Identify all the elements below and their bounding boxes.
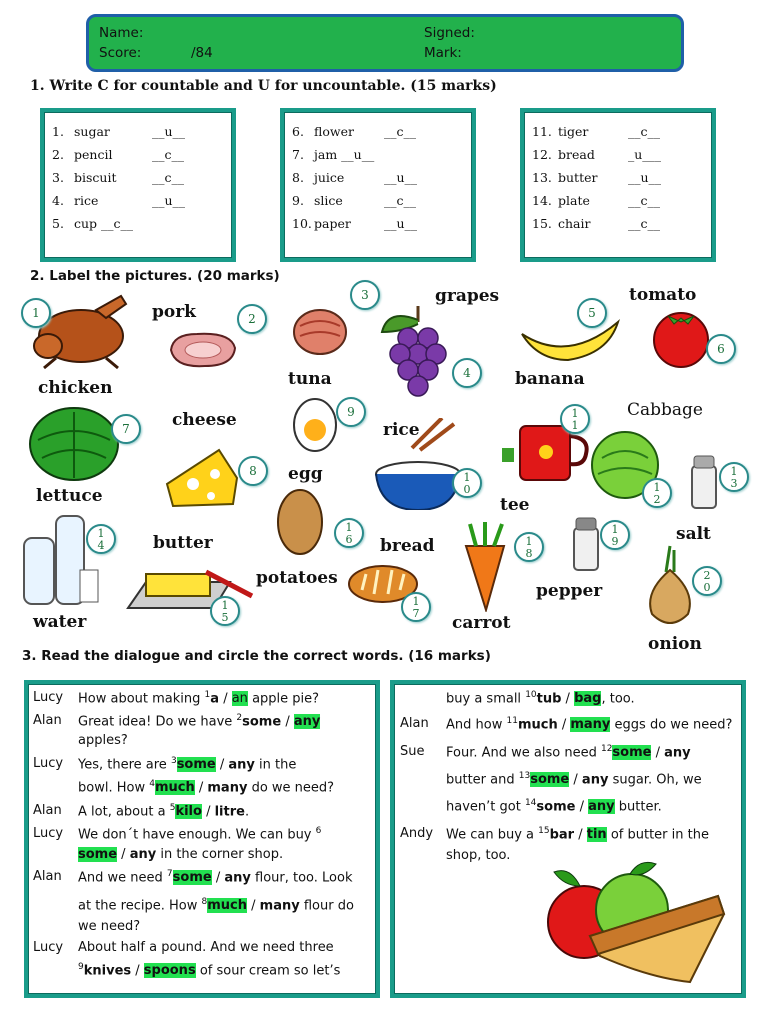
item-answer: __c__ bbox=[152, 147, 185, 162]
number-bubble: 2 bbox=[237, 304, 267, 334]
label-butter: butter bbox=[153, 533, 213, 553]
option-b-highlighted[interactable]: an bbox=[231, 691, 248, 707]
item-number: 6. bbox=[292, 124, 304, 139]
bubble-digit: 9 bbox=[611, 535, 619, 548]
label-cheese: cheese bbox=[172, 410, 237, 430]
dialogue-text: Great idea! Do we have bbox=[78, 714, 233, 730]
dialogue-line bbox=[78, 897, 354, 913]
question-number: 3 bbox=[170, 756, 177, 766]
option-separator: / bbox=[561, 691, 575, 707]
item-answer: __u__ bbox=[628, 170, 662, 185]
list-item bbox=[52, 189, 232, 212]
item-number: 13. bbox=[532, 170, 552, 185]
bubble-digit: 1 bbox=[611, 523, 619, 536]
item-answer: _u___ bbox=[628, 147, 662, 162]
option-a-highlighted[interactable]: some bbox=[176, 757, 216, 773]
label-grapes: grapes bbox=[435, 286, 500, 306]
number-bubble bbox=[692, 566, 722, 596]
option-a-highlighted[interactable]: kilo bbox=[175, 804, 202, 820]
score-total: /84 bbox=[191, 45, 213, 61]
label-water: water bbox=[33, 612, 87, 632]
option-b-highlighted[interactable]: spoons bbox=[143, 963, 196, 979]
dialogue-line bbox=[446, 744, 691, 760]
option-a-highlighted[interactable]: much bbox=[154, 780, 195, 796]
option-a-highlighted[interactable]: some bbox=[612, 745, 652, 761]
item-answer: __u__ bbox=[384, 170, 418, 185]
item-answer: __c__ bbox=[628, 216, 661, 231]
label-tuna: tuna bbox=[288, 369, 332, 389]
bubble-digit: 6 bbox=[345, 533, 353, 546]
item-answer: __c__ bbox=[628, 124, 661, 139]
dialogue-text: Four. And we also need bbox=[446, 745, 597, 761]
option-b[interactable]: any bbox=[224, 870, 251, 886]
dialogue-text: in the bbox=[254, 757, 297, 773]
question-number: 14 bbox=[524, 798, 537, 808]
number-bubble: 4 bbox=[452, 358, 482, 388]
option-b-highlighted[interactable]: many bbox=[570, 717, 611, 733]
label-potatoes: potatoes bbox=[256, 568, 338, 588]
option-b-highlighted[interactable]: bag bbox=[574, 691, 602, 707]
option-b-highlighted[interactable]: any bbox=[588, 799, 615, 815]
list-item bbox=[52, 143, 232, 166]
item-number: 1. bbox=[52, 124, 64, 139]
bubble-digit: 1 bbox=[571, 419, 579, 432]
option-b[interactable]: litre bbox=[214, 804, 245, 820]
option-a[interactable]: tub bbox=[536, 691, 562, 707]
countable-box-1 bbox=[40, 108, 236, 262]
dialogue-text: of sour cream so let’s bbox=[195, 963, 341, 979]
question-number: 8 bbox=[201, 897, 208, 907]
section2-title: 2. Label the pictures. (20 marks) bbox=[30, 268, 280, 284]
pork-picture bbox=[165, 328, 241, 372]
number-bubble: 3 bbox=[350, 280, 380, 310]
question-number: 11 bbox=[506, 716, 518, 726]
potatoes-picture bbox=[274, 486, 326, 558]
dialogue-line bbox=[78, 690, 319, 706]
dialogue-text: flour, too. Look bbox=[250, 870, 353, 886]
option-a[interactable]: some bbox=[242, 714, 282, 730]
dialogue-text: A lot, about a bbox=[78, 804, 166, 820]
bubble-digit: 8 bbox=[525, 547, 533, 560]
dialogue-text: bowl. How bbox=[78, 780, 146, 796]
option-a[interactable]: bar bbox=[549, 827, 575, 843]
item-word: biscuit bbox=[74, 170, 117, 185]
dialogue-text: sugar. Oh, we bbox=[608, 772, 702, 788]
option-b[interactable]: any bbox=[228, 757, 255, 773]
speaker-name: Lucy bbox=[33, 690, 64, 705]
bubble-digit: 7 bbox=[412, 607, 420, 620]
option-separator: / bbox=[281, 714, 294, 730]
list-item bbox=[292, 143, 472, 166]
option-b[interactable]: any bbox=[664, 745, 691, 761]
tomato-picture bbox=[648, 306, 714, 368]
list-item bbox=[292, 212, 472, 235]
dialogue-line bbox=[78, 756, 296, 772]
bubble-digit: 5 bbox=[221, 611, 229, 624]
dialogue-line bbox=[78, 869, 353, 885]
bubble-digit: 0 bbox=[703, 581, 711, 594]
item-answer: __u__ bbox=[384, 216, 418, 231]
option-a[interactable]: some bbox=[536, 799, 576, 815]
countable-box-3 bbox=[520, 108, 716, 262]
item-word: pencil bbox=[74, 147, 113, 162]
label-egg: egg bbox=[288, 464, 323, 484]
option-b[interactable]: any bbox=[129, 847, 157, 862]
option-b-highlighted[interactable]: tin bbox=[586, 827, 607, 843]
item-word: sugar bbox=[74, 124, 110, 139]
speaker-name: Lucy bbox=[33, 826, 64, 841]
dialogue-text: , too. bbox=[601, 691, 635, 707]
lettuce-picture bbox=[26, 402, 122, 484]
question-number: 2 bbox=[236, 713, 243, 723]
label-banana: banana bbox=[515, 369, 585, 389]
question-number: 7 bbox=[166, 869, 173, 879]
student-info-header bbox=[86, 14, 684, 72]
item-number: 10. bbox=[292, 216, 312, 231]
bubble-digit: 3 bbox=[730, 477, 738, 490]
salt-picture bbox=[686, 452, 722, 510]
dialogue-line bbox=[446, 826, 709, 842]
item-number: 15. bbox=[532, 216, 552, 231]
grapes-picture bbox=[378, 302, 458, 404]
dialogue-text: eggs do we need? bbox=[610, 717, 733, 733]
list-item bbox=[52, 166, 232, 189]
item-number: 4. bbox=[52, 193, 64, 208]
dialogue-line bbox=[78, 803, 249, 819]
bubble-digit: 2 bbox=[703, 569, 711, 582]
dialogue-text: in the corner shop. bbox=[156, 847, 284, 862]
option-separator: / bbox=[131, 963, 144, 979]
number-bubble bbox=[642, 478, 672, 508]
option-separator: / bbox=[557, 717, 571, 733]
banana-picture bbox=[518, 314, 622, 366]
label-pork: pork bbox=[152, 302, 196, 322]
label-chicken: chicken bbox=[38, 378, 113, 398]
dialogue-line bbox=[446, 690, 635, 706]
number-bubble bbox=[334, 518, 364, 548]
number-bubble bbox=[600, 520, 630, 550]
bubble-digit: 1 bbox=[97, 527, 105, 540]
dialogue-line bbox=[446, 771, 702, 787]
bubble-digit: 1 bbox=[730, 465, 738, 478]
dialogue-line bbox=[78, 713, 320, 729]
bubble-digit: 1 bbox=[412, 595, 420, 608]
option-a[interactable]: much bbox=[517, 717, 558, 733]
list-item bbox=[532, 166, 712, 189]
dialogue-text: haven’t got bbox=[446, 799, 521, 815]
item-word: plate bbox=[558, 193, 590, 208]
question-number: 6 bbox=[315, 826, 322, 836]
countable-box-2 bbox=[280, 108, 476, 262]
list-item bbox=[292, 120, 472, 143]
pepper-picture bbox=[568, 514, 604, 572]
option-a-highlighted[interactable]: much bbox=[207, 898, 247, 914]
dialogue-text: at the recipe. How bbox=[78, 898, 198, 914]
option-a[interactable]: a bbox=[210, 691, 220, 707]
speaker-name: Lucy bbox=[33, 940, 64, 955]
dialogue-line: shop, too. bbox=[446, 848, 511, 863]
dialogue-text: do we need? bbox=[247, 780, 335, 796]
item-word: paper bbox=[314, 216, 351, 231]
list-item bbox=[52, 120, 232, 143]
question-number: 13 bbox=[518, 771, 531, 781]
item-number: 5. bbox=[52, 216, 64, 231]
dialogue-line bbox=[446, 798, 662, 814]
option-separator: / bbox=[201, 804, 215, 820]
dialogue-text: flour do bbox=[299, 898, 354, 914]
item-number: 12. bbox=[532, 147, 552, 162]
label-rice: rice bbox=[383, 420, 420, 440]
bubble-digit: 1 bbox=[525, 535, 533, 548]
section1-title: 1. Write C for countable and U for uncountable. (15 marks) bbox=[30, 78, 497, 94]
label-onion: onion bbox=[648, 634, 702, 654]
dialogue-line bbox=[78, 962, 340, 978]
item-answer: __c__ bbox=[628, 193, 661, 208]
list-item bbox=[532, 189, 712, 212]
speaker-name: Lucy bbox=[33, 756, 64, 771]
list-item bbox=[532, 212, 712, 235]
onion-picture bbox=[640, 542, 700, 628]
option-a-highlighted[interactable]: some bbox=[172, 870, 212, 886]
speaker-name: Andy bbox=[400, 826, 434, 841]
option-separator: / bbox=[575, 799, 589, 815]
option-b[interactable]: many bbox=[207, 780, 248, 796]
number-bubble: 1 bbox=[21, 298, 51, 328]
egg-picture bbox=[290, 396, 340, 454]
dialogue-text: butter. bbox=[614, 799, 662, 815]
bubble-digit: 1 bbox=[221, 599, 229, 612]
item-answer: __c__ bbox=[384, 124, 417, 139]
dialogue-line: apples? bbox=[78, 733, 128, 748]
option-separator: / bbox=[211, 870, 225, 886]
dialogue-line bbox=[78, 779, 334, 795]
question-number: 15 bbox=[538, 826, 550, 836]
dialogue-text: of butter in the bbox=[606, 827, 709, 843]
question-number: 12 bbox=[600, 744, 613, 754]
option-b[interactable]: any bbox=[581, 772, 609, 788]
item-word: chair bbox=[558, 216, 591, 231]
apple-pie-picture bbox=[540, 856, 730, 990]
option-a-highlighted[interactable]: some bbox=[78, 847, 118, 862]
label-salt: salt bbox=[676, 524, 711, 544]
bubble-digit: 1 bbox=[345, 521, 353, 534]
number-bubble bbox=[210, 596, 240, 626]
dialogue-text: apple pie? bbox=[247, 691, 320, 707]
dialogue-text: buy a small bbox=[446, 691, 522, 707]
number-bubble bbox=[719, 462, 749, 492]
number-bubble bbox=[401, 592, 431, 622]
item-word: butter bbox=[558, 170, 598, 185]
option-a-highlighted[interactable]: some bbox=[530, 772, 570, 788]
label-tee: tee bbox=[500, 495, 530, 515]
item-word: jam __u__ bbox=[314, 147, 375, 162]
question-number: 10 bbox=[525, 690, 537, 700]
number-bubble bbox=[86, 524, 116, 554]
name-label: Name: bbox=[99, 25, 144, 41]
cheese-picture bbox=[163, 444, 241, 512]
section3-title: 3. Read the dialogue and circle the correct words. (16 marks) bbox=[22, 648, 491, 664]
item-number: 2. bbox=[52, 147, 64, 162]
option-separator: / bbox=[117, 847, 130, 862]
label-carrot: carrot bbox=[452, 613, 511, 633]
dialogue-line: we need? bbox=[78, 919, 141, 934]
dialogue-text: butter and bbox=[446, 772, 515, 788]
label-pepper: pepper bbox=[536, 581, 603, 601]
item-word: cup __c__ bbox=[74, 216, 134, 231]
number-bubble: 7 bbox=[111, 414, 141, 444]
bubble-digit: 2 bbox=[653, 493, 661, 506]
option-separator: / bbox=[574, 827, 587, 843]
dialogue-text: We don´t have enough. We can buy bbox=[78, 827, 312, 843]
list-item bbox=[292, 189, 472, 212]
water-picture bbox=[22, 510, 102, 606]
option-b-highlighted[interactable]: any bbox=[293, 714, 321, 730]
number-bubble bbox=[514, 532, 544, 562]
item-word: rice bbox=[74, 193, 99, 208]
question-number: 4 bbox=[149, 779, 155, 789]
dialogue-text: . bbox=[244, 804, 250, 820]
list-item bbox=[532, 120, 712, 143]
item-word: juice bbox=[314, 170, 345, 185]
speaker-name: Alan bbox=[33, 713, 62, 728]
option-separator: / bbox=[651, 745, 665, 761]
option-a[interactable]: knives bbox=[83, 963, 132, 979]
score-label: Score: bbox=[99, 45, 142, 61]
label-lettuce: lettuce bbox=[36, 486, 103, 506]
dialogue-line: About half a pound. And we need three bbox=[78, 940, 334, 955]
item-answer: __c__ bbox=[384, 193, 417, 208]
question-number: 1 bbox=[204, 690, 211, 700]
number-bubble bbox=[452, 468, 482, 498]
speaker-name: Alan bbox=[33, 869, 62, 884]
item-word: flower bbox=[314, 124, 354, 139]
option-separator: / bbox=[215, 757, 229, 773]
item-word: bread bbox=[558, 147, 595, 162]
number-bubble: 5 bbox=[577, 298, 607, 328]
label-bread: bread bbox=[380, 536, 435, 556]
bubble-digit: 0 bbox=[463, 483, 471, 496]
dialogue-text: Yes, there are bbox=[78, 757, 167, 773]
label-tomato: tomato bbox=[629, 285, 697, 305]
question-number: 9 bbox=[78, 962, 84, 972]
item-number: 9. bbox=[292, 193, 304, 208]
item-word: slice bbox=[314, 193, 343, 208]
option-separator: / bbox=[194, 780, 208, 796]
dialogue-text: How about making bbox=[78, 691, 201, 707]
item-answer: __u__ bbox=[152, 193, 186, 208]
item-number: 14. bbox=[532, 193, 552, 208]
signed-label: Signed: bbox=[424, 25, 475, 41]
list-item bbox=[52, 212, 232, 235]
bubble-digit: 1 bbox=[653, 481, 661, 494]
option-separator: / bbox=[219, 691, 232, 707]
item-word: tiger bbox=[558, 124, 589, 139]
label-cabbage: Cabbage bbox=[627, 400, 703, 420]
dialogue-text: We can buy a bbox=[446, 827, 534, 843]
option-b[interactable]: many bbox=[259, 898, 300, 914]
option-separator: / bbox=[247, 898, 260, 914]
dialogue-text: And how bbox=[446, 717, 503, 733]
dialogue-text: And we need bbox=[78, 870, 163, 886]
bubble-digit: 1 bbox=[463, 471, 471, 484]
number-bubble: 6 bbox=[706, 334, 736, 364]
option-separator: / bbox=[569, 772, 582, 788]
item-number: 11. bbox=[532, 124, 552, 139]
list-item bbox=[292, 166, 472, 189]
speaker-name: Alan bbox=[400, 716, 429, 731]
item-number: 3. bbox=[52, 170, 64, 185]
list-item bbox=[532, 143, 712, 166]
bubble-digit: 1 bbox=[571, 407, 579, 420]
number-bubble: 9 bbox=[336, 397, 366, 427]
carrot-picture bbox=[456, 520, 514, 612]
speaker-name: Sue bbox=[400, 744, 425, 759]
dialogue-line bbox=[446, 716, 732, 732]
speaker-name: Alan bbox=[33, 803, 62, 818]
mark-label: Mark: bbox=[424, 45, 462, 61]
item-number: 7. bbox=[292, 147, 304, 162]
item-number: 8. bbox=[292, 170, 304, 185]
item-answer: __c__ bbox=[152, 170, 185, 185]
item-answer: __u__ bbox=[152, 124, 186, 139]
number-bubble: 8 bbox=[238, 456, 268, 486]
number-bubble bbox=[560, 404, 590, 434]
dialogue-line bbox=[78, 847, 283, 862]
bubble-digit: 4 bbox=[97, 539, 105, 552]
tuna-picture bbox=[290, 302, 350, 360]
question-number: 5 bbox=[169, 803, 176, 813]
dialogue-line bbox=[78, 826, 321, 842]
